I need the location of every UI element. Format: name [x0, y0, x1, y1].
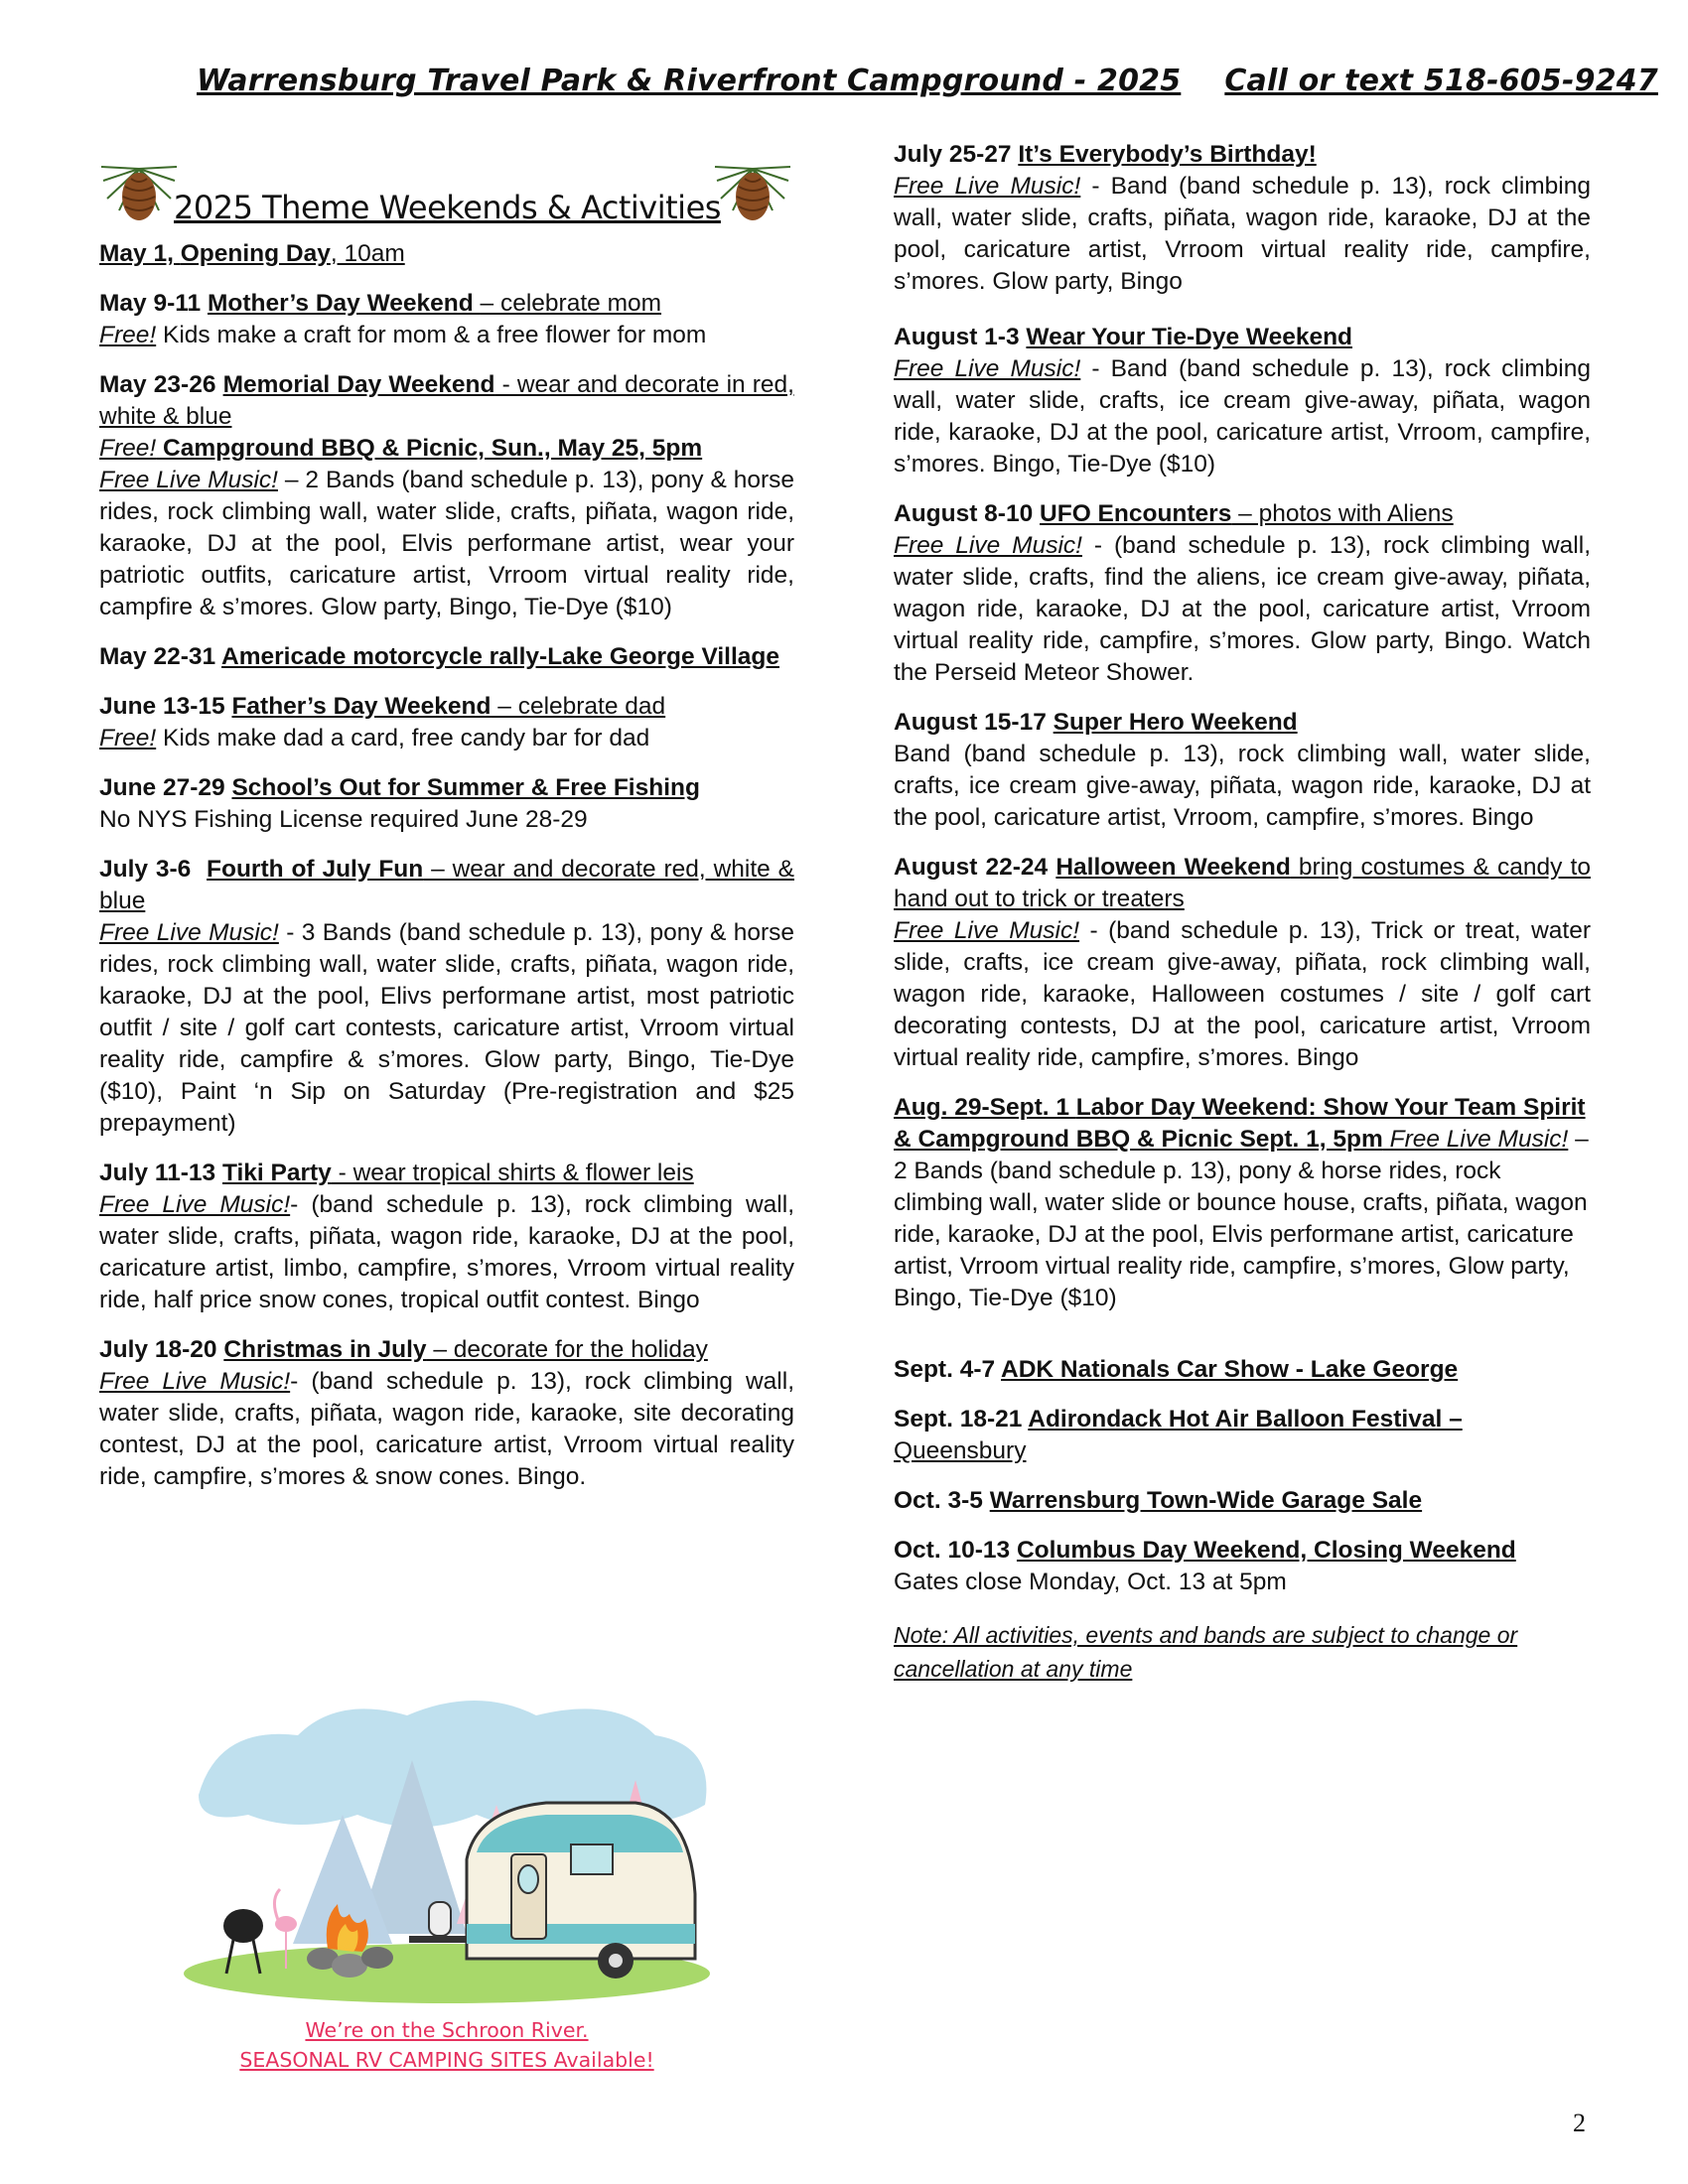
- event-title: Fourth of July Fun: [207, 856, 424, 883]
- event-everybodys-birthday: July 25-27 It’s Everybody’s Birthday! Free Live Music! - Band (band schedule p. 13), rock climbing wall, water slide, crafts, piñata, wagon ride, karaoke, DJ at the pool, caricature artist, Vrroom virtual reality ride, campfire, s’mores. Glow party, Bingo: [894, 141, 1592, 295]
- event-ufo-encounters: August 8-10 UFO Encounters – photos with Aliens Free Live Music! - (band schedule p. 13), rock climbing wall, water slide, crafts, find the aliens, ice cream give-away, piñata, wagon ride, karaoke, DJ at the pool, caricature artist, Vrroom virtual reality ride, campfire, s’mores. Glow party, Bingo. Watch the Perseid Meteor Shower.: [894, 500, 1591, 686]
- event-tie-dye: August 1-3 Wear Your Tie-Dye Weekend Free Live Music! - Band (band schedule p. 13), rock climbing wall, water slide, crafts, ice cream give-away, piñata, wagon ride, karaoke, DJ at the pool, caricature artist, Vrroom, campfire, s’mores. Bingo, Tie-Dye ($10): [894, 324, 1592, 478]
- header-campground-name: Warrensburg Travel Park & Riverfront Campground - 2025: [197, 64, 1182, 98]
- event-labor-day: Aug. 29-Sept. 1 Labor Day Weekend: Show Your Team Spirit & Campground BBQ & Picnic Sept. 1, 5pm Free Live Music! – 2 Bands (band schedule p. 13), pony & horse rides, rock climbing wall, water slide or bounce house, crafts, piñata, wagon ride, karaoke, DJ at the pool, Elvis performane artist, caricature artist, Vrroom virtual reality ride, campfire, s’mores, Glow party, Bingo, Tie-Dye ($10): [894, 1094, 1589, 1311]
- right-column: [894, 139, 1591, 1686]
- event-title: UFO Encounters: [1040, 500, 1232, 527]
- section-title: 2025 Theme Weekends & Activities: [174, 189, 721, 226]
- event-garage-sale: Oct. 3-5 Warrensburg Town-Wide Garage Sale: [894, 1487, 1423, 1514]
- event-title: Memorial Day Weekend: [222, 371, 495, 398]
- camper-trailer-illustration: [179, 1676, 720, 2008]
- event-fathers-day: June 13-15 Father’s Day Weekend – celebrate dad Free! Kids make dad a card, free candy bar for dad: [99, 693, 666, 751]
- event-title: Wear Your Tie-Dye Weekend: [1026, 324, 1353, 350]
- left-column: [99, 238, 794, 1511]
- event-halloween: August 22-24 Halloween Weekend bring costumes & candy to hand out to trick or treaters Free Live Music! - (band schedule p. 13), Trick or treat, water slide, crafts, ice cream give-away, piñata, rock climbing wall, wagon ride, karaoke, Halloween costumes / site / golf cart decorating contests, DJ at the pool, caricature artist, Vrroom virtual reality ride, campfire, s’mores. Bingo: [894, 854, 1592, 1071]
- event-title: Americade motorcycle rally-Lake George Village: [221, 643, 779, 670]
- event-memorial-day: May 23-26 Memorial Day Weekend - wear and decorate in red, white & blue Free! Campground BBQ & Picnic, Sun., May 25, 5pm Free Live Music! – 2 Bands (band schedule p. 13), pony & horse rides, rock climbing wall, water slide, crafts, piñata, wagon ride, karaoke, DJ at the pool, Elvis performane artist, wear your patriotic outfits, caricature artist, Vrroom virtual reality ride, campfire & s’mores. Glow party, Bingo, Tie-Dye ($10): [99, 371, 794, 620]
- pinecone-icon: [713, 159, 792, 230]
- event-mothers-day: May 9-11 Mother’s Day Weekend – celebrate mom Free! Kids make a craft for mom & a free flower for mom: [99, 290, 707, 348]
- header-phone: Call or text 518-605-9247: [1224, 64, 1658, 98]
- event-balloon-festival: Sept. 18-21 Adirondack Hot Air Balloon Festival – Queensbury: [894, 1406, 1463, 1464]
- page-header: [197, 64, 1658, 98]
- event-title: Columbus Day Weekend, Closing Weekend: [1016, 1537, 1516, 1564]
- event-title: It’s Everybody’s Birthday!: [1018, 141, 1317, 168]
- event-americade: May 22-31 Americade motorcycle rally-Lake George Village: [99, 643, 779, 670]
- illustration-caption: We’re on the Schroon River. SEASONAL RV CAMPING SITES Available!: [239, 2018, 654, 2072]
- event-title: Father’s Day Weekend: [231, 693, 492, 720]
- section-title-banner: [99, 159, 814, 238]
- event-title: ADK Nationals Car Show - Lake George: [1001, 1356, 1459, 1383]
- event-title: Labor Day Weekend: Show Your Team Spirit & Campground BBQ & Picnic Sept. 1, 5pm: [894, 1094, 1586, 1153]
- event-title: Christmas in July: [223, 1336, 427, 1363]
- event-tiki-party: July 11-13 Tiki Party - wear tropical shirts & flower leis Free Live Music!- (band schedule p. 13), rock climbing wall, water slide, crafts, piñata, wagon ride, karaoke, DJ at the pool, caricature artist, limbo, campfire, s’mores, Vrroom virtual reality ride, half price snow cones, tropical outfit contest. Bingo: [99, 1160, 795, 1313]
- event-adk-car-show: Sept. 4-7 ADK Nationals Car Show - Lake George: [894, 1356, 1459, 1383]
- event-columbus-day: Oct. 10-13 Columbus Day Weekend, Closing Weekend Gates close Monday, Oct. 13 at 5pm: [894, 1537, 1516, 1595]
- event-title: Super Hero Weekend: [1053, 709, 1298, 736]
- page-number: 2: [1573, 2109, 1586, 2137]
- event-title: Mother’s Day Weekend: [207, 290, 481, 317]
- event-title: School’s Out for Summer & Free Fishing: [231, 774, 700, 801]
- event-title: Warrensburg Town-Wide Garage Sale: [989, 1487, 1423, 1514]
- event-title: Halloween Weekend: [1055, 854, 1291, 881]
- event-title: Opening Day: [180, 240, 331, 267]
- event-schools-out: June 27-29 School’s Out for Summer & Free Fishing No NYS Fishing License required June 28-29: [99, 774, 700, 833]
- event-christmas-in-july: July 18-20 Christmas in July – decorate for the holiday Free Live Music!- (band schedule p. 13), rock climbing wall, water slide, crafts, piñata, wagon ride, karaoke, site decorating contest, DJ at the pool, caricature artist, Vrroom virtual reality ride, campfire, s’mores & snow cones. Bingo.: [99, 1336, 795, 1490]
- event-super-hero: August 15-17 Super Hero Weekend Band (band schedule p. 13), rock climbing wall, water slide, crafts, ice cream give-away, piñata, wagon ride, karaoke, DJ at the pool, caricature artist, Vrroom, campfire, s’mores. Bingo: [894, 709, 1591, 831]
- disclaimer-note: Note: All activities, events and bands are subject to change or cancellation at any time: [894, 1622, 1518, 1682]
- event-title: Adirondack Hot Air Balloon Festival –: [1028, 1406, 1463, 1433]
- pinecone-icon: [99, 159, 179, 230]
- event-fourth-of-july: July 3-6 Fourth of July Fun – wear and decorate red, white & blue Free Live Music! - 3 Bands (band schedule p. 13), pony & horse rides, rock climbing wall, water slide, crafts, piñata, wagon ride, karaoke, DJ at the pool, Elivs performane artist, most patriotic outfit / site / golf cart contests, caricature artist, Vrroom virtual reality ride, campfire & s’mores. Glow party, Bingo, Tie-Dye ($10), Paint ‘n Sip on Saturday (Pre-registration and $25 prepayment): [99, 856, 794, 1137]
- event-opening-day: May 1, Opening Day, 10am: [99, 240, 405, 267]
- event-title: Tiki Party: [221, 1160, 332, 1186]
